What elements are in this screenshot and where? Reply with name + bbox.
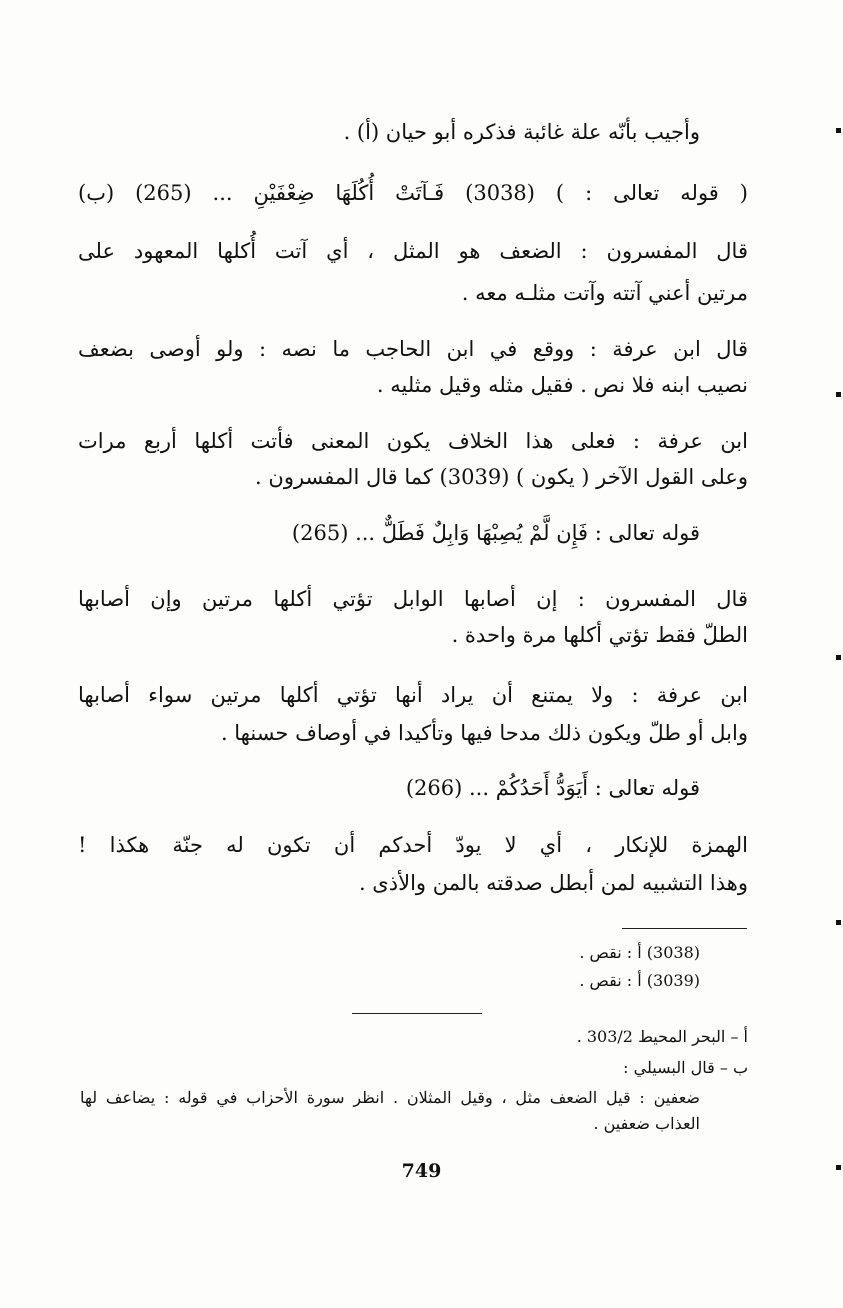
scan-mark <box>836 1165 841 1170</box>
text-line: وابل أو طلّ ويكون ذلك مدحا فيها وتأكيدا في أوصاف حسنها . <box>220 721 748 745</box>
text-line: مرتين أعني آتته وآتت مثلـه معه . <box>461 281 748 305</box>
verse-heading: ( قوله تعالى : ) (3038) فَـآتَتْ أُكُلَهَا ضِعْفَيْنِ ... (265) (ب) <box>78 181 748 205</box>
text-line: قال المفسرون : إن أصابها الوابل تؤتي أكلها مرتين وإن أصابها <box>78 587 748 611</box>
scan-mark <box>836 920 841 925</box>
text-line: وأجيب بأنّه علة غائبة فذكره أبو حيان (أ) . <box>343 120 700 144</box>
text-line: ابن عرفة : فعلى هذا الخلاف يكون المعنى فأتت أكلها أربع مرات <box>78 429 748 453</box>
scan-mark <box>836 392 841 397</box>
text-line: الهمزة للإنكار ، أي لا يودّ أحدكم أن تكون له جنّة هكذا ! <box>78 833 748 857</box>
reference-line: ضعفين : قيل الضعف مثل ، وقيل المثلان . انظر سورة الأحزاب في قوله : يضاعف لها <box>80 1088 700 1107</box>
text-line: الطلّ فقط تؤتي أكلها مرة واحدة . <box>451 623 748 647</box>
page-number: 749 <box>401 1160 442 1182</box>
footnote: (3038) أ : نقص . <box>579 943 700 962</box>
text-line: وهذا التشبيه لمن أبطل صدقته بالمن والأذى . <box>358 871 748 895</box>
verse-heading: قوله تعالى : أَيَوَدُّ أَحَدُكُمْ ... (266) <box>405 776 700 800</box>
text-line: ابن عرفة : ولا يمتنع أن يراد أنها تؤتي أكلها مرتين سواء أصابها <box>78 683 748 707</box>
scan-mark <box>836 655 841 660</box>
text-line: قال ابن عرفة : ووقع في ابن الحاجب ما نصه : ولو أوصى بضعف <box>78 337 748 361</box>
reference-line: أ – البحر المحيط 303/2 . <box>576 1027 748 1046</box>
text-line: نصيب ابنه فلا نص . فقيل مثله وقيل مثليه . <box>376 373 748 397</box>
reference-line: العذاب ضعفين . <box>593 1114 700 1133</box>
footnote: (3039) أ : نقص . <box>579 971 700 990</box>
verse-heading: قوله تعالى : فَإِن لَّمْ يُصِبْهَا وَابِلٌ فَطَلٌّ ... (265) <box>291 521 700 545</box>
reference-line: ب – قال البسيلي : <box>623 1058 748 1077</box>
text-line: وعلى القول الآخر ( يكون ) (3039) كما قال المفسرون . <box>255 465 748 489</box>
reference-rule <box>352 1013 482 1014</box>
footnote-rule <box>622 928 747 929</box>
scan-mark <box>836 128 841 133</box>
text-line: قال المفسرون : الضعف هو المثل ، أي آتت أُكلها المعهود على <box>78 239 748 263</box>
